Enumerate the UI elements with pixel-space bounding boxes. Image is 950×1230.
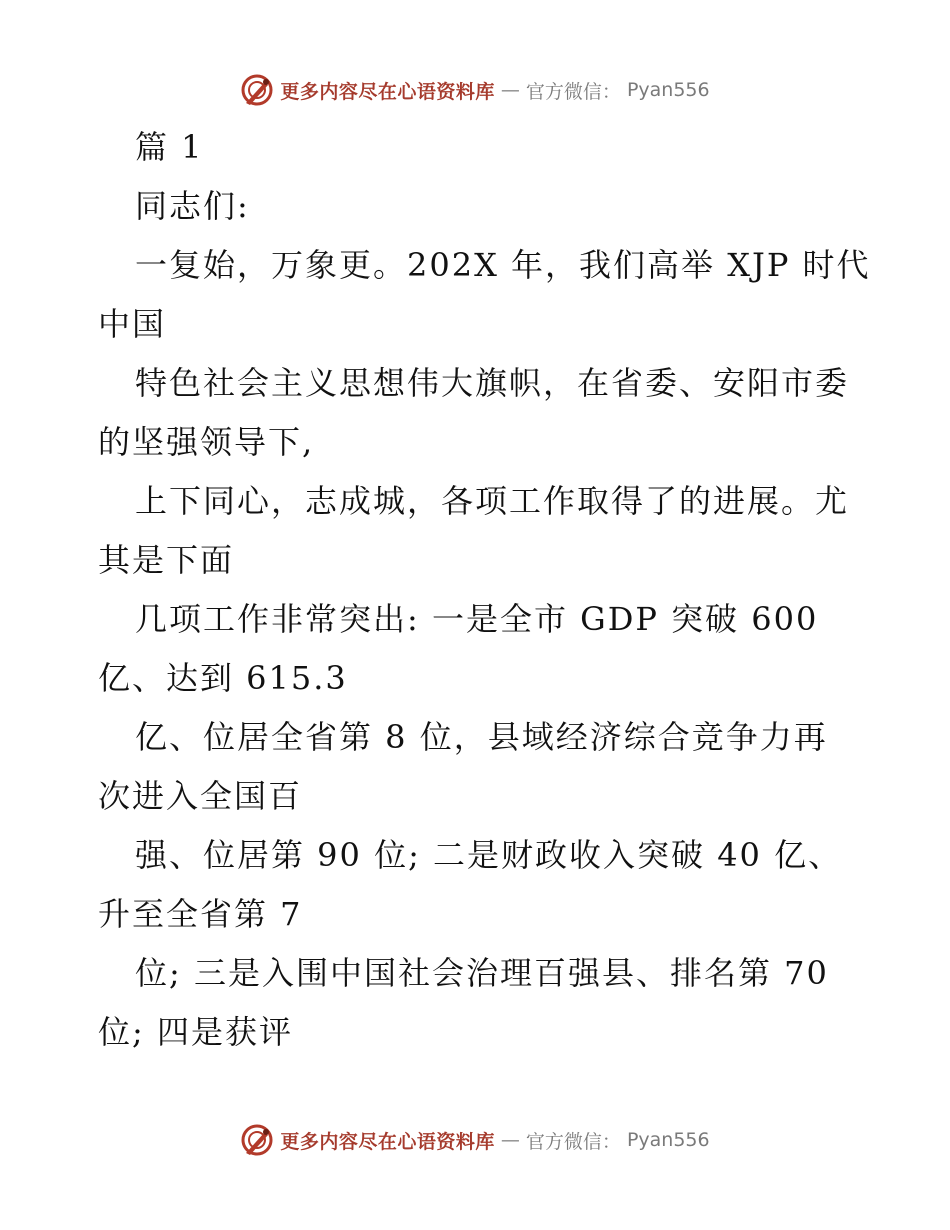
body-line: 其是下面 (98, 541, 235, 579)
banner-separator: — (500, 1129, 520, 1151)
document-body (98, 118, 871, 1062)
banner-wechat-label: 官方微信： (525, 80, 621, 103)
banner-wechat-label: 官方微信： (525, 1130, 621, 1153)
body-line: 升至全省第 7 (98, 895, 303, 933)
body-line: 位; 四是获评 (98, 1013, 293, 1051)
body-line: 亿、达到 615.3 (98, 659, 348, 697)
banner-wechat-account: Pyan556 (626, 79, 710, 101)
body-line: 位; 三是入围中国社会治理百强县、排名第 70 (135, 954, 829, 992)
body-line: 篇 1 (135, 128, 204, 166)
banner-brand: 更多内容尽在心语资料库 (280, 1130, 495, 1153)
banner-separator: — (500, 79, 520, 101)
body-line: 的坚强领导下, (98, 423, 315, 461)
footer-banner (0, 1120, 950, 1160)
pen-logo-icon (240, 1123, 274, 1157)
banner-wechat-account: Pyan556 (626, 1129, 710, 1151)
body-line: 特色社会主义思想伟大旗帜，在省委、安阳市委 (135, 364, 850, 402)
body-line: 几项工作非常突出: 一是全市 GDP 突破 600 (135, 600, 819, 638)
body-line: 同志们: (135, 187, 250, 225)
body-line: 中国 (98, 305, 167, 343)
body-line: 强、位居第 90 位; 二是财政收入突破 40 亿、 (135, 836, 843, 874)
banner-brand: 更多内容尽在心语资料库 (280, 80, 495, 103)
header-banner (0, 70, 950, 110)
pen-logo-icon (240, 73, 274, 107)
body-line: 上下同心，志成城，各项工作取得了的进展。尤 (135, 482, 850, 520)
body-line: 次进入全国百 (98, 777, 303, 815)
body-line: 一复始，万象更。202X 年，我们高举 XJP 时代 (135, 246, 871, 284)
body-line: 亿、位居全省第 8 位，县域经济综合竞争力再 (135, 718, 828, 756)
